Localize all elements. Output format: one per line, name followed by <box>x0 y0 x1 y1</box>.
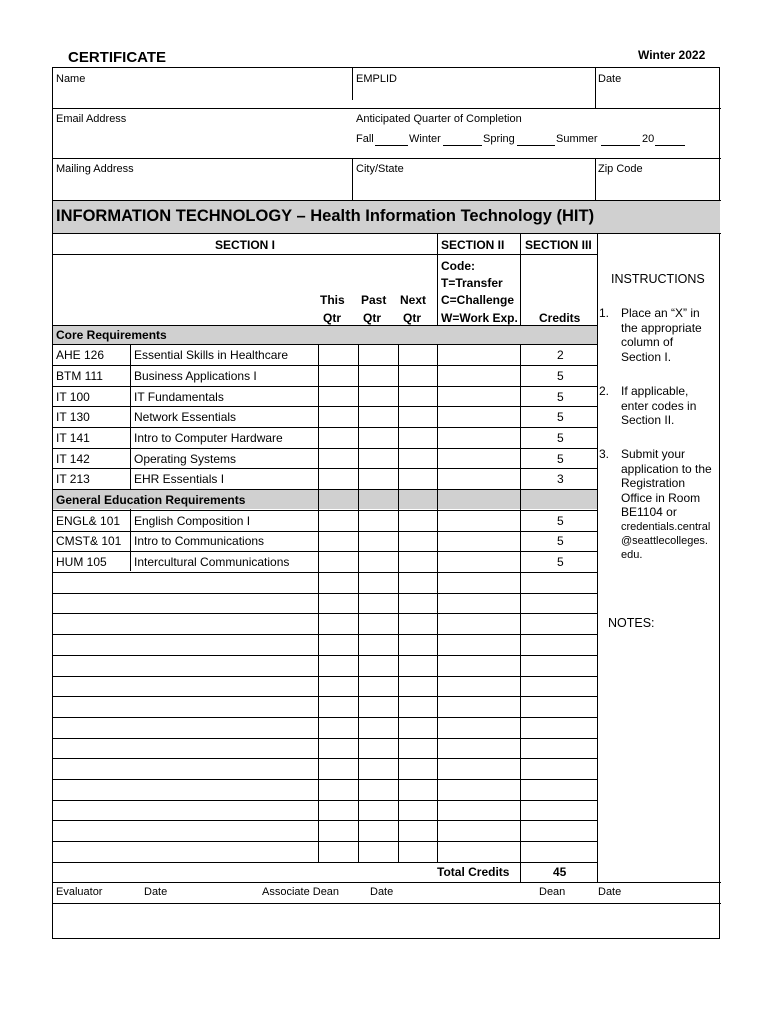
email-field[interactable]: Email Address <box>56 113 127 125</box>
summer-blank[interactable] <box>601 134 640 146</box>
course-credits: 5 <box>557 390 564 404</box>
gen-ed-requirements-label: General Education Requirements <box>56 493 246 507</box>
course-title: EHR Essentials I <box>134 472 225 486</box>
quarter-spring: Spring <box>483 133 515 145</box>
course-credits: 5 <box>557 410 564 424</box>
course-code: IT 213 <box>56 472 90 486</box>
course-title: IT Fundamentals <box>134 390 224 404</box>
course-title: Intro to Communications <box>134 534 265 548</box>
course-credits: 5 <box>557 555 564 569</box>
course-credits: 5 <box>557 369 564 383</box>
course-code: IT 141 <box>56 431 90 445</box>
past-qtr-header-1: Past <box>361 293 387 307</box>
instruction-2-line-3: Section II. <box>621 413 675 427</box>
dean-label[interactable]: Dean <box>539 886 566 898</box>
contact-email-line-3[interactable]: edu. <box>621 549 643 561</box>
fall-blank[interactable] <box>375 134 408 146</box>
contact-email-line-2[interactable]: @seattlecolleges. <box>621 535 708 547</box>
winter-blank[interactable] <box>443 134 482 146</box>
instruction-3-line-1: Submit your <box>621 447 686 461</box>
instruction-3-line-2: application to the <box>621 461 712 476</box>
course-credits: 2 <box>557 348 564 362</box>
form-term: Winter 2022 <box>638 48 706 62</box>
spring-blank[interactable] <box>517 134 555 146</box>
notes-label: NOTES: <box>608 616 655 630</box>
code-header-1: Code: <box>441 259 475 273</box>
instruction-2-line-1: If applicable, <box>621 384 689 398</box>
core-requirements-label: Core Requirements <box>56 328 167 342</box>
instruction-3-line-4: Office in Room <box>621 490 701 505</box>
zip-code-field[interactable]: Zip Code <box>598 163 643 175</box>
total-credits-label: Total Credits <box>437 865 510 879</box>
section-2-header: SECTION II <box>441 238 505 252</box>
course-code: IT 130 <box>56 410 90 424</box>
course-code: HUM 105 <box>56 555 107 569</box>
associate-dean-date-label[interactable]: Date <box>370 886 394 898</box>
form-title: CERTIFICATE <box>68 49 167 66</box>
code-header-4: W=Work Exp. <box>441 311 518 325</box>
date-field[interactable]: Date <box>598 73 622 85</box>
course-code: IT 100 <box>56 390 90 404</box>
evaluator-date-label[interactable]: Date <box>144 886 168 898</box>
course-code: ENGL& 101 <box>56 514 121 528</box>
code-header-2: T=Transfer <box>441 276 503 290</box>
this-qtr-header-2: Qtr <box>323 311 341 325</box>
course-title: Intercultural Communications <box>134 555 290 569</box>
course-title: Business Applications I <box>134 369 257 383</box>
year-blank[interactable] <box>655 134 685 146</box>
instruction-1-line-3: column of <box>621 335 674 349</box>
emplid-field[interactable]: EMPLID <box>356 73 397 85</box>
course-title: Operating Systems <box>134 452 237 466</box>
course-title: Intro to Computer Hardware <box>134 431 283 445</box>
credits-header: Credits <box>539 311 581 325</box>
quarter-winter: Winter <box>409 133 441 145</box>
course-credits: 5 <box>557 452 564 466</box>
instruction-1-line-1: Place an “X” in <box>621 306 700 320</box>
dean-date-label[interactable]: Date <box>598 886 622 898</box>
next-qtr-header-2: Qtr <box>403 311 421 325</box>
program-title: INFORMATION TECHNOLOGY – Health Information Technology (HIT) <box>56 207 595 225</box>
instruction-2-line-2: enter codes in <box>621 398 697 413</box>
course-title: Network Essentials <box>134 410 237 424</box>
course-code: BTM 111 <box>56 369 103 383</box>
instructions-title: INSTRUCTIONS <box>611 272 705 286</box>
instruction-2-number: 2. <box>599 384 610 398</box>
code-header-3: C=Challenge <box>441 293 515 307</box>
course-code: CMST& 101 <box>56 534 122 548</box>
next-qtr-header-1: Next <box>400 293 427 307</box>
course-code: IT 142 <box>56 452 90 466</box>
this-qtr-header-1: This <box>320 293 345 307</box>
year-prefix: 20 <box>642 133 655 145</box>
course-credits: 5 <box>557 431 564 445</box>
course-code: AHE 126 <box>56 348 105 362</box>
quarter-fall: Fall <box>356 133 374 145</box>
instruction-1-line-2: the appropriate <box>621 320 702 335</box>
instruction-3-line-5: BE1104 or <box>621 505 677 519</box>
mailing-address-field[interactable]: Mailing Address <box>56 163 134 175</box>
total-credits-value: 45 <box>553 865 567 879</box>
instruction-1-line-4: Section I. <box>621 349 672 364</box>
name-field[interactable]: Name <box>56 73 86 85</box>
course-credits: 3 <box>557 472 564 486</box>
course-credits: 5 <box>557 534 564 548</box>
contact-email-line-1[interactable]: credentials.central <box>621 521 711 533</box>
course-title: Essential Skills in Healthcare <box>134 348 289 362</box>
anticipated-quarter-label: Anticipated Quarter of Completion <box>356 113 522 125</box>
past-qtr-header-2: Qtr <box>363 311 381 325</box>
section-3-header: SECTION III <box>525 238 592 252</box>
evaluator-label[interactable]: Evaluator <box>56 886 103 898</box>
section-1-header: SECTION I <box>215 238 276 252</box>
quarter-summer: Summer <box>556 133 598 145</box>
course-title: English Composition I <box>134 514 251 528</box>
instruction-3-number: 3. <box>599 447 610 461</box>
instruction-3-line-3: Registration <box>621 476 686 490</box>
instruction-1-number: 1. <box>599 306 610 320</box>
course-credits: 5 <box>557 514 564 528</box>
associate-dean-label[interactable]: Associate Dean <box>262 886 340 898</box>
city-state-field[interactable]: City/State <box>356 163 404 175</box>
